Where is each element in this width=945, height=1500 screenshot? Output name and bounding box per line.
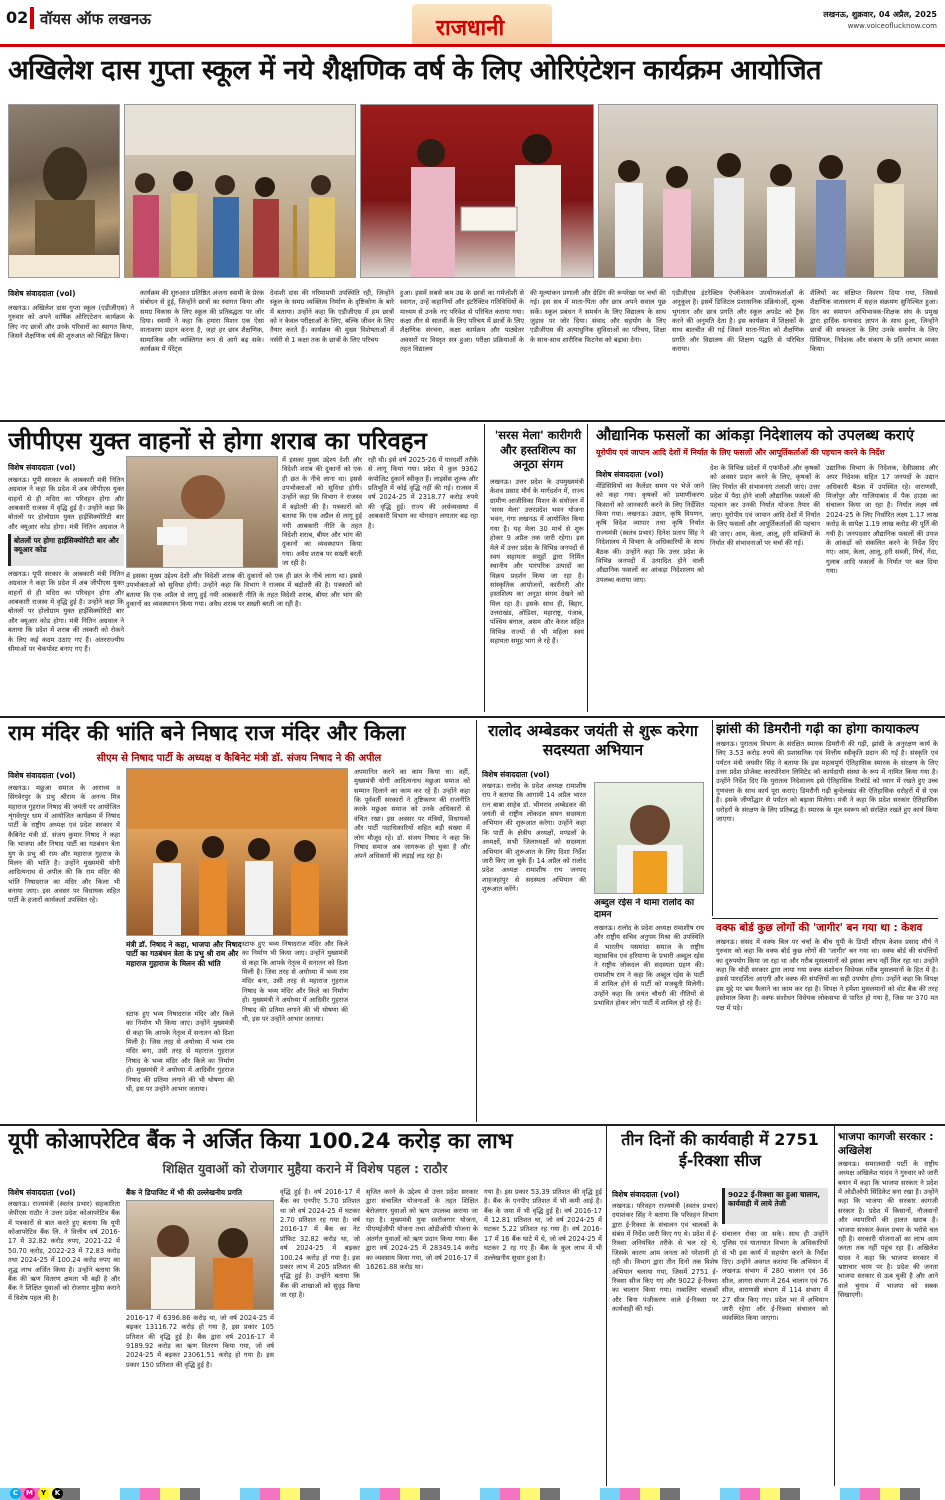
divider-2 xyxy=(0,716,945,718)
story1-byline: विशेष संवाददाता (vol) xyxy=(8,289,76,298)
story5-subhead: सीएम से निषाद पार्टी के अध्यक्ष व कैबिनेट मंत्री डॉ. संजय निषाद ने की अपील xyxy=(96,753,382,764)
divider-story8 xyxy=(712,918,938,919)
story2-column-2a: में इसका मुख्य उद्देश्य देशी और विदेशी शराब की दुकानों को एक ही छत के नीचे लाना था। इससे उपभोक्ताओं को सुविधा होगी। उन्होंने कहा कि विभाग ने राजस्व में बढ़ोतरी की है। पत्रकारों को बताया कि एक अप्रैल से लागू हुई नयी आबकारी नीति के तहत विदेशी शराब, बीयर और भांग की दुकानों का व्यवस्थापन किया गया। अवैध शराब पर सख्ती बरती जा रही है। xyxy=(282,456,362,567)
story9-column-3: वृद्धि हुई है। वर्ष 2016-17 में बैंक का एनपीए 5.70 प्रतिशत था जो वर्ष 2024-25 में घटकर 2.70 प्रतिशत रह गया है। वर्ष 2016-17 में बैंक का नेट प्रॉफिट 32.82 करोड़ था, जो वर्ष 2024-25 में बढ़कर 100.24 करोड़ हो गया है। इस प्रकार लाभ में 205 प्रतिशत की वृद्धि हुई है। उन्होंने बताया कि बैंक की शाखाओं को सुदृढ़ किया जा रहा है। xyxy=(280,1188,360,1299)
color-registration-strip xyxy=(0,1488,945,1500)
masthead-logo-panel xyxy=(412,4,552,46)
story9-column-4: सृजित करने के उद्देश्य से उत्तर प्रदेश सरकार द्वारा संचालित योजनाओं के तहत शिक्षित बेरोजगार युवाओं को ऋण उपलब्ध कराया जा रहा है। मुख्यमंत्री युवा स्वरोजगार योजना, पीएमईजीपी योजना तथा ओडीओपी योजना के अंतर्गत युवाओं को ऋण प्रदान किया गया। बैंक द्वारा वर्ष 2024-25 में 28349.14 करोड़ का व्यवसाय किया गया, जो वर्ष 2016-17 में 16261.88 करोड़ था। xyxy=(366,1188,478,1271)
story8-column: लखनऊ। संसद में वक्फ बिल पर चर्चा के बीच यूपी के डिप्टी सीएम केशव प्रसाद मौर्य ने गुरुवार को कहा कि वक्फ बोर्ड कुछ लोगों की 'जागीर' बन गया था। वक्फ बोर्ड की संपत्तियों का दुरुपयोग किया जा रहा था और गरीब मुसलमानों को इसका लाभ नहीं मिल रहा था। उन्होंने कहा कि मोदी सरकार द्वारा लाया गया वक्फ संशोधन विधेयक गरीब मुसलमानों के हित में है। इससे पारदर्शिता आएगी और वक्फ की संपत्तियों का सही उपयोग होगा। उन्होंने कहा कि विपक्ष इस मुद्दे पर भ्रम फैलाने का काम कर रहा है। विपक्ष ने हमेशा मुसलमानों को वोट बैंक की तरह इस्तेमाल किया है। वक्फ संशोधन विधेयक लोकसभा से पारित हो गया है, जिस पर 370 मत पक्ष में पड़े। xyxy=(716,938,938,1012)
story9-column-5: गया है। इस प्रकार 53.39 प्रतिशत की वृद्धि हुई है। बैंक के एनपीए प्रतिशत में भी कमी आई है। बैंक के जमा में भी वृद्धि हुई है। वर्ष 2016-17 में 12.81 प्रतिशत था, जो वर्ष 2024-25 में घटकर 5.22 प्रतिशत रह गया है। वर्ष 2016-17 में 16 बैंक घाटे में थे, जो वर्ष 2024-25 में घटकर 2 रह गए हैं। बैंक के कुल लाभ में भी उल्लेखनीय सुधार हुआ है। xyxy=(484,1188,602,1262)
story2-headline: जीपीएस युक्त वाहनों से होगा शराब का परिवहन xyxy=(8,427,427,455)
story2-byline: विशेष संवाददाता (vol) xyxy=(8,463,76,472)
story2-column-1b: लखनऊ। यूपी सरकार के आबकारी मंत्री नितिन अग्रवाल ने कहा कि प्रदेश में अब जीपीएस युक्त वाहनों से ही मदिरा का परिवहन होगा और आबकारी राजस्व में वृद्धि हुई है। उन्होंने कहा कि बोतलों पर होलोग्राम युक्त हाईसिक्योरिटी बार और क्यूआर कोड होगा। मंत्री नितिन अग्रवाल ने बताया कि प्रदेश में शराब की तस्करी को रोकने के लिए कई कदम उठाए गए हैं। अंतरराज्यीय सीमाओं पर चेकपोस्ट बनाए गए हैं। xyxy=(8,570,124,653)
story5-column-2a: स्टाफ हुए भव्य निषादराज मंदिर और किले का निर्माण भी किया जाए। उन्होंने मुख्यमंत्री से कहा कि आपके नेतृत्व में सनातन को दिशा मिली है। जिस तरह से अयोध्या में भव्य राम मंदिर बना, उसी तरह से महाराज गुहराज निषाद के भव्य मंदिर और किले का निर्माण हो। मुख्यमंत्री ने अयोध्या में आदिवीर गुहराज निषाद की प्रतिमा लगाने की भी घोषणा की थी, इस पर उन्होंने आभार जताया। xyxy=(126,1010,234,1093)
story1-column-6: एडीजीएस इंटरेक्टिव ऐप्लीकेशन उपयोगकर्ताओं के अनुकूल है। इसमें डिजिटल प्रशासनिक प्रक्रियाओं, शुल्क भुगतान और छात्र प्रगति और स्कूल अपडेट को ट्रैक करने की अनुमति देता है। इस कार्यक्रम में शिक्षकों के साथ बातचीत की गई जिसने माता-पिता को शैक्षणिक प्रगति और विद्यालय की शिक्षण पद्धति से परिचित कराया। xyxy=(672,289,804,354)
press-conference-icon xyxy=(127,1201,274,1310)
felicitation-icon xyxy=(361,105,594,278)
stage-group-icon xyxy=(127,769,348,936)
story7-headline: झांसी की डिमरौनी गढ़ी का होगा कायाकल्प xyxy=(716,722,919,737)
story11-headline: भाजपा कागजी सरकार : अखिलेश xyxy=(838,1131,934,1158)
story4-column-2: देश के विभिन्न प्रदेशों में एफपीओ और कृषकों को अवसर प्रदान करने के लिए, कृषकों के लिए निर्यात की संभावनाएं तलाशी जाएं। उत्तर प्रदेश में पैदा होने वाली औद्यानिक फसलों की पहचान कर उनकी निर्यात योजना तैयार की जाए। यूरोपीय एवं जापान आदि देशों में निर्यात के लिए फसलों और आपूर्तिकर्ताओं की पहचान की जाए। आम, केला, आलू, हरी सब्जियों के निर्यात की संभावनाओं पर चर्चा की गई। xyxy=(710,464,820,547)
idol-figure-icon xyxy=(9,105,120,278)
portrait-icon xyxy=(595,783,704,894)
story9-headline: यूपी कोआपरेटिव बैंक ने अर्जित किया 100.24 करोड़ का लाभ xyxy=(8,1129,513,1154)
story3-kicker: 'सरस मेला' कारीगरी xyxy=(494,428,582,442)
story10-headline: तीन दिनों की कार्यवाही में 2751 ई-रिक्शा सीज xyxy=(621,1130,819,1170)
story9-column-1: लखनऊ। राज्यमंत्री (स्वतंत्र प्रभार) सहकारिता जेपीएस राठौर ने उत्तर प्रदेश कोआपरेटिव बैंक में पत्रकारों से बात करते हुए बताया कि यूपी कोआपरेटिव बैंक लि. ने वित्तीय वर्ष 2016-17 में 32.82 करोड़ रुपए, 2021-22 में 50.70 करोड़, 2022-23 में 72.83 करोड़ तथा 2024-25 में 100.24 करोड़ रुपए का शुद्ध लाभ अर्जित किया है। उन्होंने बताया कि बैंक की ऋण वितरण क्षमता भी बढ़ी है और बैंक ने शिक्षित युवाओं को रोजगार मुहैया कराने में विशेष पहल की है। xyxy=(8,1200,120,1302)
story1-photo-idol xyxy=(8,104,120,278)
story4-subhead: यूरोपीय एवं जापान आदि देशों में निर्यात के लिए फसलों और आपूर्तिकर्ताओं की पहचान करने के निर्देश xyxy=(596,448,885,457)
students-group-icon xyxy=(599,105,938,278)
minister-portrait-icon xyxy=(127,457,278,568)
newspaper-logo: राजधानी xyxy=(436,15,505,41)
story5-byline: विशेष संवाददाता (vol) xyxy=(8,771,76,780)
story7-column: लखनऊ। पुरातत्व विभाग के संरक्षित स्मारक डिमरौनी की गढ़ी, झांसी के अनुरक्षण कार्य के लिए 3.53 करोड़ रुपये की प्रशासनिक एवं वित्तीय स्वीकृति प्रदान की गई है। संस्कृति एवं पर्यटन मंत्री जयवीर सिंह ने बताया कि इस महत्वपूर्ण ऐतिहासिक स्मारक के संरक्षण के लिए उत्तर प्रदेश प्रोजेक्ट कारपोरेशन लिमिटेड को कार्यदायी संस्था के रूप में नामित किया गया है। उन्होंने निर्देश दिए कि पुरातत्व निदेशालय इसे ऐतिहासिक रिकॉर्ड को ध्यान में रखते हुए उच्च गुणवत्ता के साथ कार्य पूरा कराएं। डिमरौनी गढ़ी बुन्देलखंड की ऐतिहासिक धरोहरों में से एक है। इसके जीर्णोद्धार से पर्यटन को बढ़ावा मिलेगा। मंत्री ने कहा कि प्रदेश सरकार ऐतिहासिक धरोहरों के संरक्षण के लिए प्रतिबद्ध है। स्मारक के मूल स्वरूप को संरक्षित रखते हुए कार्य किया जाएगा। xyxy=(716,740,938,823)
story11-column: लखनऊ। समाजवादी पार्टी के राष्ट्रीय अध्यक्ष अखिलेश यादव ने गुरुवार को जारी बयान में कहा कि भाजपा सरकार ने प्रदेश में ओडीओपी सिंडिकेट बना रखा है। उन्होंने कहा कि भाजपा की सरकार कागजी सरकार है। प्रदेश में किसानों, नौजवानों और व्यापारियों की हालत खराब है। भाजपा सरकार केवल प्रचार के भरोसे चल रही है। सरकारी योजनाओं का लाभ आम जनता तक नहीं पहुंच रहा है। अखिलेश यादव ने कहा कि भाजपा सरकार में भ्रष्टाचार चरम पर है। प्रदेश की जनता भाजपा सरकार से ऊब चुकी है और आने वाले चुनाव में भाजपा को सबक सिखाएगी। xyxy=(838,1160,938,1300)
date-line: लखनऊ, शुक्रवार, 04 अप्रैल, 2025 xyxy=(823,10,937,19)
story9-photo-press xyxy=(126,1200,274,1310)
story1-photo-lamp-lighting xyxy=(124,104,356,278)
story9-column-2: 2016-17 में 6396.86 करोड़ था, जो वर्ष 2024-25 में बढ़कर 13116.72 करोड़ हो गया है, इस प्रकार 105 प्रतिशत की वृद्धि हुई है। बैंक द्वारा वर्ष 2016-17 में 9189.92 करोड़ का ऋण वितरण किया गया, जो वर्ष 2024-25 में बढ़कर 23061.51 करोड़ हो गया है। इस प्रकार 150 प्रतिशत की वृद्धि हुई है। xyxy=(126,1314,274,1369)
story5-column-1: लखनऊ। मछुआ समाज के आराध्य व सिंगवेरपुर के प्रभु श्रीराम के अनन्य मित्र महाराज गुहराज निषाद की जयंती पर आयोजित शृंगवेरपुर धाम में आयोजित कार्यक्रम में निषाद पार्टी के राष्ट्रीय अध्यक्ष एवं प्रदेश सरकार में कैबिनेट मंत्री डॉ. संजय कुमार निषाद ने कहा कि भाजपा और निषाद पार्टी का गठबंधन त्रेता युग के प्रभु श्री राम और महाराज गुहराज के मिलन की भांति है। उन्होंने मुख्यमंत्री योगी आदित्यनाथ से अपील की कि राम मंदिर की भांति निषादराज का मंदिर और किला भी बनाया जाए। इस अवसर पर विधायक सहित पार्टी के हजारों कार्यकर्ता उपस्थित रहे। xyxy=(8,784,120,905)
story4-column-1: मेंडिसिवियों का कैलेंडर समय पर भेजे जाने को कहा गया। कृषकों को प्रमाणीकरण किसानों को जानकारी करने के लिए निर्देशित किया गया। लखनऊ। उद्यान, कृषि विपणन, कृषि विदेश व्यापार तथा कृषि निर्यात राज्यमंत्री (स्वतंत्र प्रभार) दिनेश प्रताप सिंह ने निदेशालय में विभाग के अधिकारियों के साथ बैठक की। उन्होंने कहा कि उत्तर प्रदेश के विभिन्न जनपदों में उत्पादित होने वाली औद्यानिक फसलों का आंकड़ा निदेशालय को उपलब्ध कराया जाए। xyxy=(596,482,704,584)
story2-callout-box xyxy=(8,534,124,566)
story1-column-2: कार्यक्रम की शुरुआत प्रतिष्ठित अंजना स्वामी के प्रेरक संबोधन से हुई, जिन्होंने छात्रों का स्वागत किया और समग्र विकास के लिए स्कूल की प्रतिबद्धता पर जोर दिया। स्वामी ने कहा कि हमारा मिशन एक ऐसा वातावरण प्रदान करना है, जहां हर छात्र शैक्षणिक, सामाजिक और व्यक्तिगत रूप से आगे बढ़ सके। कार्यक्रम में पेरेंट्स xyxy=(140,289,264,354)
story5-column-3: अपमानित करने का काम किया था। वहीं, मुख्यमंत्री योगी आदित्यनाथ मछुआ समाज को सम्मान दिलाने का काम कर रहे हैं। उन्होंने कहा कि पूर्ववर्ती सरकारों ने तुष्टिकरण की राजनीति करके मछुआ समाज को उनके अधिकारों से वंचित रखा। इस अवसर पर मंत्रियों, विधायकों और पार्टी पदाधिकारियों सहित बड़ी संख्या में लोग मौजूद रहे। डॉ. संजय निषाद ने कहा कि निषाद समाज अब जागरूक हो चुका है और अपने अधिकारों की लड़ाई लड़ रहा है। xyxy=(354,768,470,861)
story1-photo-students xyxy=(598,104,938,278)
story9-photo-caption: बैंक ने डिपाजिट में भी की उल्लेखनीय प्रगति xyxy=(126,1188,242,1197)
story10-callout: 9022 ई-रिक्शा का हुआ चालान, कार्यवाही में लाये तेजी xyxy=(728,1190,821,1209)
story5-column-2b: स्टाफ हुए भव्य निषादराज मंदिर और किले का निर्माण भी किया जाए। उन्होंने मुख्यमंत्री से कहा कि आपके नेतृत्व में सनातन को दिशा मिली है। जिस तरह से अयोध्या में भव्य राम मंदिर बना, उसी तरह से महाराज गुहराज निषाद के भव्य मंदिर और किले का निर्माण हो। मुख्यमंत्री ने अयोध्या में आदिवीर गुहराज निषाद की प्रतिमा लगाने की भी घोषणा की थी, इस पर उन्होंने आभार जताया। xyxy=(242,940,348,1023)
cmyk-k: K xyxy=(52,1488,63,1499)
story1-column-3: देवांशी दास की गरिमामयी उपस्थिति रही, जिन्होंने स्कूल के समग्र व्यक्तित्व निर्माण के दृष्टिकोण के बारे में बताया। उन्होंने कहा कि एडीजीएस में हम छात्रों को न केवल परीक्षाओं के लिए, बल्कि जीवन के लिए तैयार करते हैं। कार्यक्रम की मुख्य विशेषताओं में नर्सरी से 1 कक्षा तक के छात्रों के लिए परिचय xyxy=(270,289,394,344)
story6-byline: विशेष संवाददाता (vol) xyxy=(482,770,550,779)
story10-callout-box xyxy=(722,1188,828,1224)
cmyk-c: C xyxy=(10,1488,21,1499)
story1-column-1: लखनऊ। अखिलेश दास गुप्ता स्कूल (एडीजीएस) ने गुरुवार को अपने वार्षिक ओरिएंटेशन कार्यक्रम के लिए नए छात्रों और उनके परिवारों का स्वागत किया, जिसने शैक्षणिक वर्ष की शुरुआत को चिह्नित किया। xyxy=(8,304,134,341)
story10-column-1: लखनऊ। परिवहन राज्यमंत्री (स्वतंत्र प्रभार) दयाशंकर सिंह ने बताया कि परिवहन विभाग द्वारा ई-रिक्शा के संचालन एवं चालकों के संबंध में निर्देश जारी किए गए थे। प्रदेश में ई-रिक्शा अनियंत्रित तरीके से चल रहे थे, जिसके कारण आम जनता को परेशानी हो रही थी। विभाग द्वारा तीन दिनों तक विशेष अभियान चलाया गया, जिसमें 2751 ई-रिक्शा सीज किए गए और 9022 ई-रिक्शा का चालान किया गया। नाबालिग चालकों और बिना पंजीकरण वाले ई-रिक्शा पर कार्यवाही की गई। xyxy=(612,1202,718,1313)
story9-byline: विशेष संवाददाता (vol) xyxy=(8,1188,76,1197)
cmyk-m: M xyxy=(24,1488,35,1499)
story2-column-3: रही थी। इसे वर्ष 2025-26 में पारदर्शी तरीके से लागू किया गया। प्रदेश में कुल 9362 कंपोजिट दुकानें स्वीकृत हैं। लाइसेंस शुल्क और प्रतिभूति में कोई वृद्धि नहीं की गई। राजस्व में वर्ष 2024-25 में 2318.77 करोड़ रुपये की वृद्धि हुई। राज्य की अर्थव्यवस्था में आबकारी विभाग का योगदान लगातार बढ़ रहा है। xyxy=(368,456,478,530)
cmyk-y: Y xyxy=(38,1488,49,1499)
divider-1 xyxy=(0,420,945,422)
story2-column-1a: लखनऊ। यूपी सरकार के आबकारी मंत्री नितिन अग्रवाल ने कहा कि प्रदेश में अब जीपीएस युक्त वाहनों से ही मदिरा का परिवहन होगा और आबकारी राजस्व में वृद्धि हुई है। उन्होंने कहा कि बोतलों पर होलोग्राम युक्त हाईसिक्योरिटी बार और क्यूआर कोड होगा। मंत्री नितिन अग्रवाल ने xyxy=(8,476,124,531)
masthead-rule xyxy=(0,44,945,47)
story1-column-5: की मूल्यांकन प्रणाली और ग्रेडिंग की रूपरेखा पर चर्चा की गई। इस सत्र में माता-पिता और छात्र अपने सवाल पूछ सकें। स्कूल प्रबंधन ने समर्थन के लिए विद्यालय के साथ जुड़ाव पर जोर दिया। संवाद और सहयोग के लिए एडीजीएस की अत्याधुनिक सुविधाओं का परिचय, शिक्षा के साथ-साथ शारीरिक फिटनेस को बढ़ावा देना। xyxy=(530,289,666,344)
story2-column-2b: में इसका मुख्य उद्देश्य देशी और विदेशी शराब की दुकानों को एक ही छत के नीचे लाना था। इससे उपभोक्ताओं को सुविधा होगी। उन्होंने कहा कि विभाग ने राजस्व में बढ़ोतरी की है। पत्रकारों को बताया कि एक अप्रैल से लागू हुई नयी आबकारी नीति के तहत विदेशी शराब, बीयर और भांग की दुकानों का व्यवस्थापन किया गया। अवैध शराब पर सख्ती बरती जा रही है। xyxy=(126,572,362,609)
cmyk-marks xyxy=(10,1488,63,1499)
section-title: वॉयस ऑफ लखनऊ xyxy=(40,10,151,28)
story5-photo-caption: मंत्री डॉ. निषाद ने कहा, भाजपा और निषाद पार्टी का गठबंधन त्रेता के प्रभु श्री राम और महाराज गुहाराज के मिलन की भांति xyxy=(126,940,242,968)
website: www.voiceoflucknow.com xyxy=(847,22,937,30)
people-group-icon xyxy=(125,105,356,278)
story10-byline: विशेष संवाददाता (vol) xyxy=(612,1190,680,1199)
page-number: 02 xyxy=(6,8,29,27)
masthead-accent-bar xyxy=(30,7,34,29)
story6-column-1: लखनऊ। रालोद के प्रदेश अध्यक्ष रामाशीष राय ने बताया कि आगामी 14 अप्रैल भारत रत्न बाबा साहेब डॉ. भीमराव अम्बेडकर की जयंती से राष्ट्रीय लोकदल सघन सदस्यता अभियान की शुरूआत करेगा। उन्होंने कहा कि पार्टी के क्षेत्रीय अध्यक्षों, मण्डलों के अध्यक्षों, सभी जिलाध्यक्षों को सदस्यता अभियान की शुरूआत के लिए दिशा निर्देश जारी किए जा चुके हैं। 14 अप्रैल को रालोद प्रदेश अध्यक्ष रामाशीष राय जनपद शाहजहांपुर से सदस्यता अभियान की शुरूआत करेंगे। xyxy=(482,782,586,893)
story6-photo-abdul-rais xyxy=(594,782,704,894)
story9-subhead: शिक्षित युवाओं को रोजगार मुहैया कराने में विशेष पहल : राठौर xyxy=(162,1161,448,1176)
story5-photo-event xyxy=(126,768,348,936)
story6-photo-caption: अब्दुल रईस ने थामा रालोद का दामन xyxy=(594,898,695,920)
story3-headline: और हस्तशिल्प का अनूठा संगम xyxy=(500,443,576,472)
story4-headline: औद्यानिक फसलों का आंकड़ा निदेशालय को उपलब्ध कराएं xyxy=(596,426,915,444)
story1-column-4: हुआ। इसमें सबसे कम उम्र के छात्रों का गर्मजोशी से स्वागत, उन्हें कहानियों और इंटरैक्टिव गतिविधियों के माध्यम से उनके नए परिवेश से परिचित कराया गया। कक्षा तीन से सातवीं के लिए परिचय में छात्रों के लिए शैक्षणिक संरचना, कक्षा कार्यक्रम और पाठ्येतर अवसरों पर विस्तृत सत्र हुआ। परीक्षा प्रक्रियाओं के तहत विद्यालय xyxy=(400,289,524,354)
story2-callout: बोतलों पर होगा हाईसिक्योरिटी बार और क्यूआर कोड xyxy=(14,536,119,555)
story6-headline: रालोद अम्बेडकर जयंती से शुरू करेगा सदस्यता अभियान xyxy=(488,722,698,760)
story4-byline: विशेष संवाददाता (vol) xyxy=(596,470,664,479)
story4-column-3: उद्यानिक विभाग के निदेशक, देवीप्रसाद और अपर निदेशक सहित 17 जनपदों के उद्यान अधिकारी बैठक में उपस्थित रहे। वाराणसी, मिर्जापुर और गाजियाबाद में पैक हाउस का संचालन किया जा रहा है। निर्यात लक्ष्य वर्ष 2024-25 के लिए निर्धारित लक्ष्य 1.17 लाख करोड़ के सापेक्ष 1.19 लाख करोड़ की पूर्ति की गयी है। जनपदवार औद्यानिक फसलों की उपज के आंकड़ों को संकलित करने के निर्देश दिए गए। आम, केला, आलू, हरी सब्जी, मिर्च, गेंदा, गुलाब आदि फसलों के निर्यात पर बल दिया गया। xyxy=(826,464,938,575)
story1-headline: अखिलेश दास गुप्ता स्कूल में नये शैक्षणिक वर्ष के लिए ओरिएंटेशन कार्यक्रम आयोजित xyxy=(8,55,822,86)
story1-photo-felicitation xyxy=(360,104,594,278)
story10-column-2: संचालन रोका जा सके। साथ ही उन्होंने पुलिस एवं यातायात विभाग के अधिकारियों से भी इस कार्य में सहयोग करने के निर्देश दिए। उन्होंने अवगत कराया कि अभियान में लखनऊ संभाग में 280 चालान एवं 36 सीज, आगरा संभाग में 264 चालान एवं 76 सीज, वाराणसी संभाग में 114 संभाग में 27 सीज किए गए। प्रदेश भर में अभियान जारी रहेगा और ई-रिक्शा संचालन को व्यवस्थित किया जाएगा। xyxy=(722,1230,828,1323)
story2-photo-minister xyxy=(126,456,278,568)
story8-headline: वक्फ बोर्ड कुछ लोगों की 'जागीर' बन गया था : केशव xyxy=(716,922,923,934)
story1-column-7: शैलियों का संक्षिप्त विवरण दिया गया, जिससे शैक्षणिक वातावरण में सहज संक्रमण सुनिश्चित हुआ। दिन का समापन अभिभावक-शिक्षक संघ के प्रमुख द्वारा हार्दिक धन्यवाद ज्ञापन के साथ हुआ, जिन्होंने छात्रों की सफलता के लिए उनके समर्पण के लिए प्रिंसिपल, निदेशक और संकाय के प्रति आभार व्यक्त किया। xyxy=(810,289,938,354)
story5-headline: राम मंदिर की भांति बने निषाद राज मंदिर और किला xyxy=(8,721,406,745)
story6-column-2: लखनऊ। रालोद के प्रदेश अध्यक्ष रामाशीष राय और राष्ट्रीय सचिव अनुपम मिश्रा की उपस्थिति में भारतीय पसमांदा समाज के राष्ट्रीय महासचिव एवं हरियाणा के प्रभारी अब्दुल रईस ने राष्ट्रीय लोकदल की सदस्यता ग्रहण की। रामाशीष राय ने कहा कि अब्दुल रईस के पार्टी में शामिल होने से पार्टी को मजबूती मिलेगी। उन्होंने कहा कि जयंत चौधरी की नीतियों से प्रभावित होकर लोग पार्टी में शामिल हो रहे हैं। xyxy=(594,924,704,1007)
story3-column: लखनऊ। उत्तर प्रदेश के उपमुख्यमंत्री केशव प्रसाद मौर्य के मार्गदर्शन में, राज्य ग्रामीण आजीविका मिशन के संयोजन में 'सरस मेला' उत्तरप्रदेश भवन योजना भवन, गंगा लखनऊ में आयोजित किया गया है। यह मेला 30 मार्च से शुरू होकर 9 अप्रैल तक जारी रहेगा। इस मेले में उत्तर प्रदेश के विभिन्न जनपदों से स्वयं सहायता समूहों द्वारा निर्मित स्थानीय और पारंपरिक उत्पादों का विक्रय प्रदर्शन किया जा रहा है। सांस्कृतिक आयोजनों, कारीगरी और हस्तशिल्प का अनूठा संगम देखने को मिल रहा है। इसके साथ ही, बिहार, उत्तराखंड, ओडिशा, महाराष्ट्र, पंजाब, पश्चिम बंगाल, असम और केरल सहित विभिन्न राज्यों से भी महिला स्वयं सहायता समूह भाग ले रहे हैं। xyxy=(490,478,584,646)
